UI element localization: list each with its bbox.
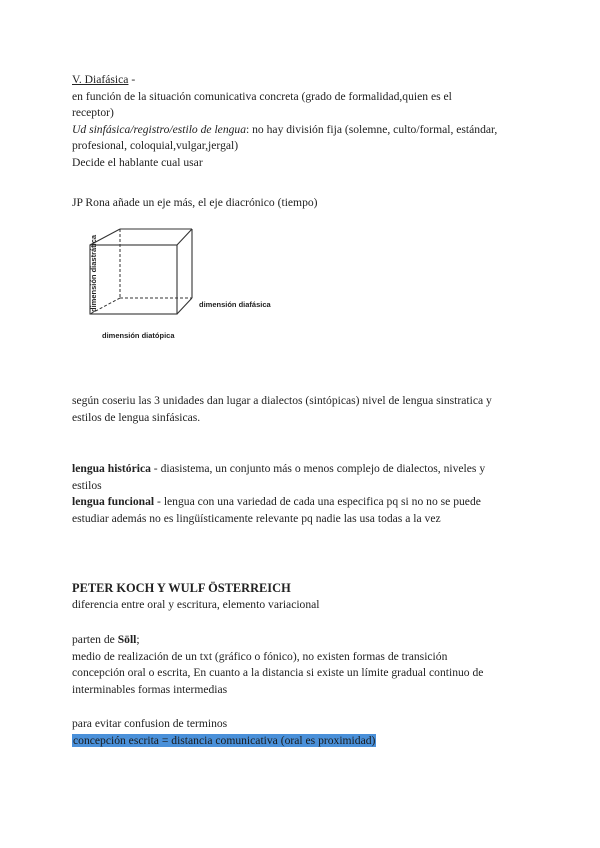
paragraph-line: según coseriu las 3 unidades dan lugar a dialectos (sintópicas) nivel de lengua sinstratica y bbox=[72, 394, 492, 407]
term-soll: Söll bbox=[117, 633, 137, 646]
cube-edge bbox=[177, 229, 192, 245]
paragraph-line: profesional, coloquial,vulgar,jergal) bbox=[72, 139, 239, 153]
paragraph-line: concepción oral o escrita, En cuanto a la distancia si existe un límite gradual continuo de bbox=[72, 666, 484, 680]
highlighted-line bbox=[72, 733, 532, 750]
term-lengua-funcional: lengua funcional bbox=[72, 495, 155, 509]
section-diafasica bbox=[72, 72, 532, 172]
definition-line: estudiar además no es lingüísticamente relevante pq nadie las usa todas a la vez bbox=[72, 511, 441, 525]
paragraph-line: Decide el hablante cual usar bbox=[72, 155, 203, 169]
term-lengua-historica: lengua histórica bbox=[72, 462, 151, 475]
paragraph-line: para evitar confusion de terminos bbox=[72, 717, 228, 730]
paragraph-line: interminables formas intermedias bbox=[72, 682, 228, 696]
definition-line: lengua funcional - lengua con una variedad de cada una especifica pq si no no se puede bbox=[72, 495, 481, 509]
koch-parten-block bbox=[72, 632, 532, 698]
cube-front-face bbox=[90, 245, 177, 314]
cube-label-vertical: dimensión diastrática bbox=[89, 234, 98, 312]
paragraph-line: Ud sinfásica/registro/estilo de lengua: no hay división fija (solemne, culto/formal, estándar, bbox=[72, 122, 498, 136]
paragraph-line: en función de la situación comunicativa concreta (grado de formalidad,quien es el bbox=[72, 89, 452, 103]
cube-label-bottom: dimensión diatópica bbox=[102, 331, 175, 340]
italic-term: Ud sinfásica/registro/estilo de lengua bbox=[72, 122, 247, 136]
definition-line: estilos bbox=[72, 478, 102, 492]
paragraph-line: receptor) bbox=[72, 106, 114, 120]
highlighted-text: concepción escrita = distancia comunicativa (oral es proximidad) bbox=[73, 733, 376, 747]
paragraph-line: JP Rona añade un eje más, el eje diacrónico (tiempo) bbox=[72, 196, 318, 209]
paragraph-line: diferencia entre oral y escritura, elemento variacional bbox=[72, 597, 320, 611]
section-heading: V. Diafásica bbox=[72, 73, 129, 86]
definition-line: lengua histórica - diasistema, un conjunto más o menos complejo de dialectos, niveles y bbox=[72, 462, 486, 475]
koch-section bbox=[72, 580, 532, 613]
paragraph-line: estilos de lengua sinfásicas. bbox=[72, 410, 201, 424]
paragraph-line: medio de realización de un txt (gráfico o fónico), no existen formas de transición bbox=[72, 649, 448, 663]
section-heading: PETER KOCH Y WULF ÖSTERREICH bbox=[72, 581, 291, 595]
section-heading-line: V. Diafásica - bbox=[72, 73, 136, 86]
paragraph-line: parten de Söll; bbox=[72, 633, 140, 646]
rona-paragraph bbox=[72, 195, 532, 212]
cube-edge bbox=[177, 298, 192, 314]
koch-conclusion bbox=[72, 716, 532, 749]
definitions-block bbox=[72, 461, 532, 527]
cube-diagram bbox=[80, 224, 300, 346]
cube-label-right: dimensión diafásica bbox=[199, 300, 271, 309]
coseriu-paragraph bbox=[72, 393, 532, 426]
